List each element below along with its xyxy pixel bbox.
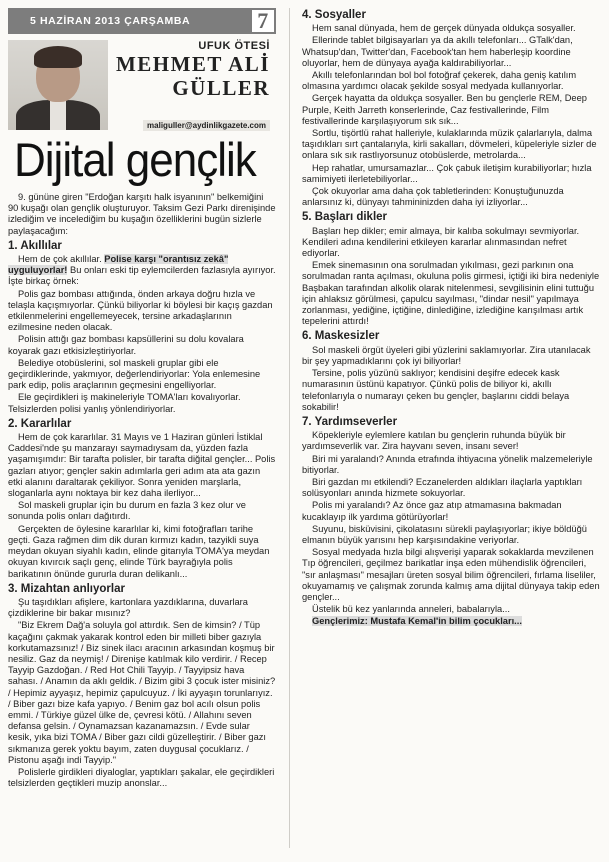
page-number: 7	[250, 8, 276, 34]
column-divider	[289, 8, 290, 848]
column-name: UFUK ÖTESİ	[198, 40, 270, 52]
section-heading: 7. Yardımseverler	[302, 415, 398, 428]
right-sections	[302, 10, 600, 628]
section-paragraph	[302, 128, 600, 162]
section-paragraph	[302, 163, 600, 185]
article-intro: 9. gününe giren "Erdoğan karşıtı halk isyanının" belkemiğini 90 kuşağı olan gençlik oluşturuyor. Taksim Gezi Parkı direnişinde izlediğim ve incelediğim bu kuşağın özelliklerini bugün sizlerle paylaşacağım:	[8, 192, 276, 236]
section-paragraph	[302, 93, 600, 127]
section-paragraph	[302, 477, 600, 499]
paragraph-text: Sol maskeli örgüt üyeleri gibi yüzlerini saklamıyorlar. Zira utanılacak bir şey yapmadıklarını çok iyi biliyorlar!	[302, 344, 591, 366]
paragraph-text: Akıllı telefonlarından bol bol fotoğraf çekerek, daha geniş katılım olmasına yardımcı olacak şekilde sosyal medyada kullanıyorlar.	[302, 70, 577, 92]
section-paragraph	[8, 334, 276, 356]
section-heading: 4. Sosyaller	[302, 9, 366, 21]
paragraph-text: Biri gazdan mı etkilendi? Eczanelerden aldıkları ilaçlarla yaptıkları solüsyonları anında hizmete sokuyorlar.	[302, 476, 583, 499]
paragraph-text: Sosyal medyada hızla bilgi alışverişi yaparak sokaklarda mevzilenen Tıp öğrencileri, geçilmez barikatlar inşa eden mühendislik öğrencileri, "sır anlaşması" mesajları üreten sosyal bilim öğrencileri, fırlama liseliler, okuyamamış ve çalışmak zorunda kalmış ama dijital dünyaya takip eden gençler...	[302, 547, 600, 602]
section-paragraph	[302, 260, 600, 327]
paragraph-text: Biri mi yaralandı? Anında etrafında ihtiyacına yönelik malzemeleriyle bitiyorlar.	[302, 453, 593, 475]
paragraph-text: Tersine, polis yüzünü saklıyor; kendisini deşifre edecek kask numarasının üstünü kapatıyor. Çünkü polis de biliyor ki, akıllı telefonlarıyla o numarayı çeken bu gençler, başlarını ciddi belaya sokabilir!	[302, 368, 570, 412]
paragraph-text: Hem sanal dünyada, hem de gerçek dünyada oldukça sosyaller.	[312, 23, 576, 34]
section-paragraph	[302, 345, 600, 367]
paragraph-text: Şu taşıdıkları afişlere, kartonlara yazdıklarına, duvarlara çizdiklerine bir bakar mısınız?	[8, 596, 248, 619]
paragraph-text: Gerçek hayatta da oldukça sosyaller. Ben bu gençlerle REM, Deep Purple, Keith Jarreth konserlerinde, Caz festivallerinde, Film festivallerinde karşılaşıyorum sık sık...	[302, 93, 587, 126]
article-body-left	[8, 192, 276, 789]
section-paragraph	[302, 70, 600, 92]
author-last-name: GÜLLER	[172, 76, 270, 100]
section-paragraph	[8, 500, 276, 522]
section-paragraph	[8, 392, 276, 414]
paragraph-text: Çok okuyorlar ama daha çok tabletlerinden: Konuştuğunuzda anlarsınız ki, dünyayı tahmininizden daha iyi izliyorlar...	[302, 186, 564, 208]
section-heading: 1. Akıllılar	[8, 239, 62, 252]
paragraph-text: Polislerle girdikleri diyaloglar, yaptıkları şakalar, ele geçirdikleri telsizlerden geçtikleri muzip anonslar...	[8, 766, 275, 789]
section-paragraph	[8, 254, 276, 288]
section-paragraph	[302, 430, 600, 452]
section-paragraph	[8, 289, 276, 334]
paragraph-text: Polis gaz bombası attığında, önden arkaya doğru hızla ve telaşla kaçışmıyorlar. Çünkü biliyorlar ki böylesi bir kaçış gazdan etkilenmelerini engellemeyecek, tersine arkadaşlarının ezilmesine neden olacak.	[8, 288, 273, 333]
paragraph-text: Emek sinemasının ona sorulmadan yıkılması, gezi parkının ona sorulmadan ranta açılması, okuluna polis girmesi, içtiği iki bira nedeniyle Başbakan tarafından alkolik olarak nitelenmesi, sevgilisinin elini tuttuğu için ahlaksız görülmesi, çapulcu sayılması, "dindar nesil" yapılmaya zorlanması, yediğine, içtiğine, dinlediğine, izlediğine karışılması artık tepelerini attırdı!	[302, 260, 600, 327]
section-heading: 5. Başları dikler	[302, 211, 388, 224]
section-paragraph	[8, 597, 276, 619]
date-band	[8, 8, 276, 34]
section-paragraph	[8, 620, 276, 766]
left-sections	[8, 241, 276, 790]
paragraph-text: Hep rahatlar, umursamazlar... Çok çabuk iletişim kurabiliyorlar; hızla samimiyeti ilerletebiliyorlar...	[302, 162, 592, 184]
section-paragraph	[302, 616, 600, 627]
paragraph-text: "Biz Ekrem Dağ'a soluyla gol attırdık. Sen de kimsin? / Tüp kaçağını çakmak yakarak kontrol eden bir milleti biber gazıyla korkutamazsınız! / Biz sinek ilacı aracının arkasından koşmuş bir nesiliz. Gaz da neymiş! / Direnişe katılmak kilo verdirir. / Recep Tayyip Gazdoğan. / Red Hot Chili Tayyip. / Tayyipsiz hava sahası. / Anamın da aklı geldik. / Bizim gibi 3 çocuk ister misiniz? / Hepimiz ayyaşız, hepimiz çapulcuyuz. / İki ayyaşın torunlarıyız. / Biber gazı bize kafa yapıyo. / Benim gaz bol acılı olsun polis emmi. / Türkiye güzel ülke de, çevresi kötü. / Allahını seven defansa gelsin. / Oynamazsan kazanamazsın. / Evde sular kesik, yıka bizi TOMA / Biber gazı cildi güzelleştirir. / Biber gazı sıkmanıza gerek yoktu bayım, zaten duygusal çocuklarız. / Pistonu aşağı indi Tayyip."	[8, 620, 276, 765]
paragraph-text: Gerçekten de öylesine kararlılar ki, kimi fotoğrafları tarihe geçti. Gaza rağmen dim dik duran kırmızı kadın, tazyikli suya meydan okuyan siyahlı kadın, elinde gitarıyla TOMA'ya meydan okuyan kıvırcık saçlı genç, elinde Türk bayrağıyla polis barikatının önünde gururla duran delikanlı...	[8, 523, 270, 579]
section-paragraph	[8, 358, 276, 392]
section-paragraph	[302, 35, 600, 69]
section-paragraph	[302, 226, 600, 260]
section-heading: 6. Maskesizler	[302, 330, 380, 343]
paragraph-text: Hem de çok akıllılar.	[18, 254, 105, 265]
section-heading: 3. Mizahtan anlıyorlar	[8, 582, 125, 595]
section-paragraph	[8, 524, 276, 580]
left-column	[8, 8, 276, 790]
section-paragraph	[8, 767, 276, 789]
highlighted-text: Polise karşı "orantısız zekâ" uyguluyorlar!	[8, 254, 229, 276]
paragraph-text: Köpekleriyle eylemlere katılan bu gençlerin ruhunda büyük bir yardımseverlik var. Zira hayvanı seven, insanı sever!	[302, 430, 566, 452]
paragraph-text: Ellerinde tablet bilgisayarları ya da akıllı telefonları... GTalk'dan, Whatsup'dan, Twitter'dan, Facebook'tan hem haberleşip koordine oluyorlar, hem de dünyaya ayağa kaldırabiliyorlar...	[302, 35, 573, 68]
paragraph-text: Üstelik bü kez yanlarında anneleri, babalarıyla...	[312, 604, 510, 615]
section-paragraph	[302, 186, 600, 208]
paragraph-text: Polis mi yaralandı? Az önce gaz atıp atmamasına bakmadan kucaklayıp ilk yardıma götürüyorlar!	[302, 500, 562, 522]
paragraph-text: Ele geçirdikleri iş makineleriyle TOMA'ları kovalıyorlar. Telsizlerden polisi yanlış yönlendiriyorlar.	[8, 392, 241, 414]
author-photo	[8, 40, 108, 130]
paragraph-text: Polisin attığı gaz bombası kapsüllerini su dolu kovalara koyarak gazı etkisizleştiriyorlar.	[8, 334, 244, 356]
highlighted-text: Gençlerimiz: Mustafa Kemal'in bilim çocukları...	[312, 616, 522, 627]
section-paragraph	[302, 604, 600, 615]
paragraph-text: Suyunu, bisküvisini, çikolatasını sürekli paylaşıyorlar; ikiye böldüğü elmanın büyük yarısını hep karşısındakine veriyorlar.	[302, 523, 587, 545]
section-paragraph	[302, 500, 600, 522]
article-title: Dijital gençlik	[14, 134, 256, 187]
paragraph-text: Belediye otobüslerini, sol maskeli gruplar gibi ele geçirdiklerinde, yakmıyor, değerlendiriyorlar: Yola enlemesine park edip, polis araçlarının geçmesini engelliyorlar.	[8, 357, 261, 391]
paragraph-text: Bu onları eski tip eylemcilerden fazlasıyla ayırıyor. İşte birkaç örnek:	[8, 265, 276, 287]
paragraph-text: Başları hep dikler; emir almaya, bir kalıba sokulmayı sevmiyorlar. Kendileri adına kendilerini etkileyen kararlar alınmasından nefret ediyorlar.	[302, 225, 580, 259]
section-paragraph	[302, 23, 600, 34]
paragraph-text: Hem de çok kararlılar. 31 Mayıs ve 1 Haziran günleri İstiklal Caddesi'nde şu manzarayı saymadıysam da, yüzden fazla yaşamışımdır: Bir tarafta polisler, bir tarafta diğital gençler... Polis gazları atıyor; gençler sakin adımlarla geri adım ata ata gazın etki alanını daraltarak çekiliyor. Sonra yeniden marşlarla, sloganlarla aynı noktaya bir kez daha ilerliyor...	[8, 432, 276, 499]
right-column	[302, 6, 600, 629]
author-block	[8, 38, 276, 134]
author-first-name: MEHMET ALİ	[115, 52, 270, 76]
section-paragraph	[302, 547, 600, 603]
section-paragraph	[302, 454, 600, 476]
section-paragraph	[8, 432, 276, 499]
paragraph-text: Sortlu, tişörtlü rahat halleriyle, kulaklarında müzik çalarlarıyla, dalma taşıdıkları sırt çantalarıyla, kirli sakalları, dövmeleri, küpeleriyle sizler de onlara sık sık rastlıyorsunuz otobüslerde, metrolarda...	[302, 128, 597, 161]
paragraph-text: Sol maskeli gruplar için bu durum en fazla 3 kez olur ve sonunda polis onları dağıtırdı.	[8, 500, 246, 522]
issue-date: 5 HAZİRAN 2013 ÇARŞAMBA	[30, 15, 191, 27]
section-paragraph	[302, 524, 600, 546]
author-email: maliguller@aydinlikgazete.com	[143, 120, 270, 131]
author-name-block	[116, 40, 270, 100]
section-heading: 2. Kararlılar	[8, 417, 72, 430]
section-paragraph	[302, 368, 600, 413]
